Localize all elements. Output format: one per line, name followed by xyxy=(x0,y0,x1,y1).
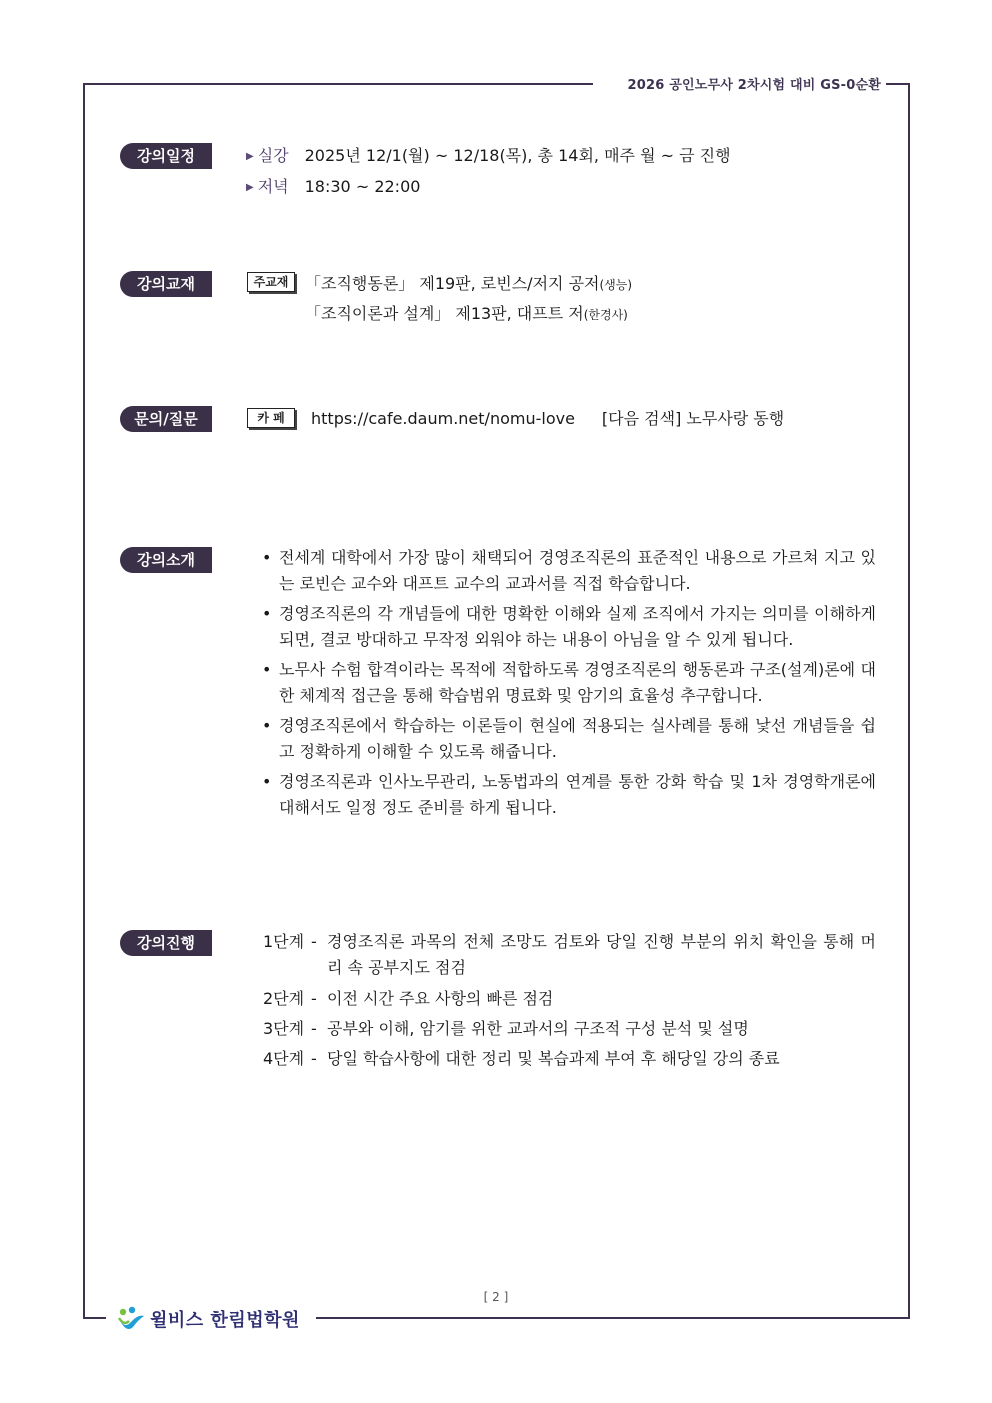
step-number: 3단계 xyxy=(263,1019,305,1038)
step-number: 4단계 xyxy=(263,1049,305,1068)
willbis-logo-icon xyxy=(116,1306,146,1332)
frame-bottom-border-left xyxy=(83,1317,106,1319)
cafe-url-link[interactable]: https://cafe.daum.net/nomu-love xyxy=(311,409,575,428)
book-publisher: (생능) xyxy=(599,278,633,292)
bullet-icon: • xyxy=(262,548,272,567)
progress-step: 4단계 - 당일 학습사항에 대한 정리 및 복습과제 부여 후 해당일 강의 종료 xyxy=(263,1046,876,1072)
intro-item: • 경영조직론과 인사노무관리, 노동법과의 연계를 통한 강화 학습 및 1차 경영학개론에 대해서도 일정 정도 준비를 하게 됩니다. xyxy=(262,769,876,821)
intro-item: • 경영조직론의 각 개념들에 대한 명확한 이해와 실제 조직에서 가지는 의미를 이해하게 되면, 결코 방대하고 무작정 외워야 하는 내용이 아님을 알 수 있게 됩니다. xyxy=(262,601,876,653)
intro-item: • 경영조직론에서 학습하는 이론들이 현실에 적용되는 실사례를 통해 낯선 개념들을 쉽고 정확하게 이해할 수 있도록 해줍니다. xyxy=(262,713,876,765)
search-hint: [다음 검색] 노무사랑 동행 xyxy=(601,409,785,428)
logo-text: 윌비스 한림법학원 xyxy=(150,1310,300,1331)
main-textbook-tag: 주교재 xyxy=(247,272,295,292)
inquiry-label: 문의/질문 xyxy=(120,406,212,432)
book-title: 「조직이론과 설계」 제13판, 대프트 저 xyxy=(305,304,584,323)
step-number: 2단계 xyxy=(263,989,305,1008)
step-text: 경영조직론 과목의 전체 조망도 검토와 당일 진행 부분의 위치 확인을 통해 머리 속 공부지도 점검 xyxy=(327,932,876,977)
schedule-label: 강의일정 xyxy=(120,143,212,169)
schedule-row-2 xyxy=(246,177,420,200)
progress-label: 강의진행 xyxy=(120,930,212,956)
frame-left-border xyxy=(83,83,85,1318)
textbook-label: 강의교재 xyxy=(120,271,212,297)
triangle-arrow-icon: ▶ xyxy=(246,182,254,193)
schedule-keyword: 저녁 xyxy=(257,177,289,196)
bullet-icon: • xyxy=(262,716,272,735)
book-publisher: (한경사) xyxy=(583,308,628,322)
bullet-icon: • xyxy=(262,660,272,679)
bullet-icon: • xyxy=(262,772,272,791)
progress-step: 3단계 - 공부와 이해, 암기를 위한 교과서의 구조적 구성 분석 및 설명 xyxy=(263,1016,876,1042)
company-logo xyxy=(116,1305,300,1333)
bullet-icon: • xyxy=(262,604,272,623)
schedule-value: 18:30 ~ 22:00 xyxy=(304,177,421,196)
intro-label: 강의소개 xyxy=(120,547,212,573)
header-title: 2026 공인노무사 2차시험 대비 GS-0순환 xyxy=(627,78,881,93)
schedule-value: 2025년 12/1(월) ~ 12/18(목), 총 14회, 매주 월 ~ 금 진행 xyxy=(304,146,731,165)
intro-item: • 노무사 수험 합격이라는 목적에 적합하도록 경영조직론의 행동론과 구조(설계)론에 대한 체계적 접근을 통해 학습범위 명료화 및 암기의 효율성 추구합니다. xyxy=(262,657,876,709)
frame-bottom-border xyxy=(316,1317,910,1319)
step-text: 이전 시간 주요 사항의 빠른 점검 xyxy=(327,989,554,1008)
schedule-keyword: 실강 xyxy=(257,146,289,165)
inquiry-line xyxy=(311,409,784,429)
frame-top-border-right xyxy=(886,83,910,85)
progress-step: 2단계 - 이전 시간 주요 사항의 빠른 점검 xyxy=(263,986,876,1012)
step-text: 공부와 이해, 암기를 위한 교과서의 구조적 구성 분석 및 설명 xyxy=(327,1019,749,1038)
textbook-line-2 xyxy=(305,304,628,325)
schedule-row-1 xyxy=(246,146,731,169)
page-number: [ 2 ] xyxy=(483,1290,509,1304)
frame-right-border xyxy=(908,83,910,1318)
book-title: 「조직행동론」 제19판, 로빈스/저지 공저 xyxy=(305,274,600,293)
frame-top-border xyxy=(83,83,593,85)
step-text: 당일 학습사항에 대한 정리 및 복습과제 부여 후 해당일 강의 종료 xyxy=(327,1049,780,1068)
progress-step: 1단계 - 경영조직론 과목의 전체 조망도 검토와 당일 진행 부분의 위치 확인을 통해 머리 속 공부지도 점검 xyxy=(263,929,876,981)
cafe-tag: 카 페 xyxy=(247,408,295,428)
textbook-line-1 xyxy=(305,274,632,295)
intro-item: • 전세계 대학에서 가장 많이 채택되어 경영조직론의 표준적인 내용으로 가르쳐 지고 있는 로빈슨 교수와 대프트 교수의 교과서를 직접 학습합니다. xyxy=(262,545,876,597)
triangle-arrow-icon: ▶ xyxy=(246,151,254,162)
step-number: 1단계 xyxy=(263,932,305,951)
